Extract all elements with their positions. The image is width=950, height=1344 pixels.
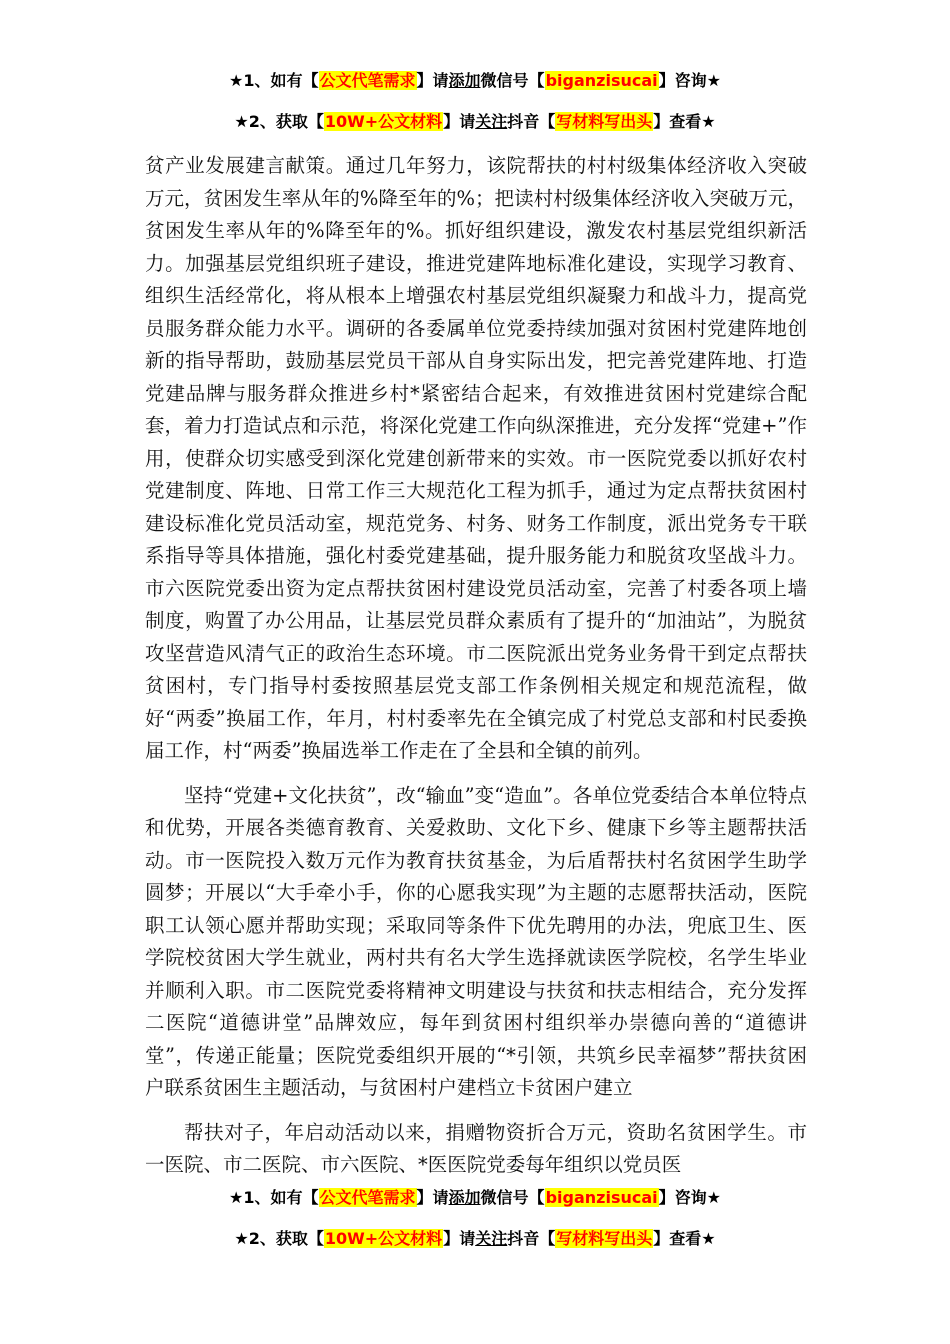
top-banner-line-1 — [0, 70, 950, 92]
banner-underline: 关注 — [475, 1229, 508, 1248]
banner-highlight: 公文代笔需求 — [319, 71, 416, 90]
bottom-banner-line-1 — [0, 1187, 950, 1209]
banner-text: 抖音【 — [507, 112, 556, 131]
bottom-banner-line-2 — [0, 1228, 950, 1250]
banner-text: 微信号【 — [480, 71, 545, 90]
banner-text: 】查看★ — [653, 112, 716, 131]
banner-underline: 添加 — [448, 71, 481, 90]
banner-text: ★2、获取【 — [234, 112, 324, 131]
banner-underline: 关注 — [475, 112, 508, 131]
banner-highlight: 公文代笔需求 — [319, 1188, 416, 1207]
banner-highlight-douyin: 写材料写出头 — [556, 112, 653, 131]
paragraph-1: 贫产业发展建言献策。通过几年努力，该院帮扶的村村级集体经济收入突破万元，贫困发生率从年的%降至年的%；把读村村级集体经济收入突破万元，贫困发生率从年的%降至年的%。抓好组织建设，激发农村基层党组织新活力。加强基层党组织班子建设，推进党建阵地标准化建设，实现学习教育、组织生活经常化，将从根本上增强农村基层党组织凝聚力和战斗力，提高党员服务群众能力水平。调研的各委属单位党委持续加强对贫困村党建阵地创新的指导帮助，鼓励基层党员干部从自身实际出发，把完善党建阵地、打造党建品牌与服务群众推进乡村*紧密结合起来，有效推进贫困村党建综合配套，着力打造试点和示范，将深化党建工作向纵深推进，充分发挥“党建+”作用，使群众切实感受到深化党建创新带来的实效。市一医院党委以抓好农村党建制度、阵地、日常工作三大规范化工程为抓手，通过为定点帮扶贫困村建设标准化党员活动室，规范党务、村务、财务工作制度，派出党务专干联系指导等具体措施，强化村委党建基础，提升服务能力和脱贫攻坚战斗力。市六医院党委出资为定点帮扶贫困村建设党员活动室，完善了村委各项上墙制度，购置了办公用品，让基层党员群众素质有了提升的“加油站”，为脱贫攻坚营造风清气正的政治生态环境。市二医院派出党务业务骨干到定点帮扶贫困村，专门指导村委按照基层党支部工作条例相关规定和规范流程，做好“两委”换届工作，年月，村村委率先在全镇完成了村党总支部和村民委换届工作，村“两委”换届选举工作走在了全县和全镇的前列。 — [145, 154, 807, 762]
banner-text: ★2、获取【 — [234, 1229, 324, 1248]
paragraph-3: 帮扶对子，年启动活动以来，捐赠物资折合万元，资助名贫困学生。市一医院、市二医院、市六医院、*医医院党委每年组织以党员医 — [145, 1120, 807, 1176]
banner-text: 】请 — [443, 112, 476, 131]
paragraph-2: 坚持“党建+文化扶贫”，改“输血”变“造血”。各单位党委结合本单位特点和优势，开展各类德育教育、关爱救助、文化下乡、健康下乡等主题帮扶活动。市一医院投入数万元作为教育扶贫基金，为后盾帮扶村名贫困学生助学圆梦；开展以“大手牵小手，你的心愿我实现”为主题的志愿帮扶活动，医院职工认领心愿并帮助实现；采取同等条件下优先聘用的办法，兜底卫生、医学院校贫困大学生就业，两村共有名大学生选择就读医学院校，名学生毕业并顺利入职。市二医院党委将精神文明建设与扶贫和扶志相结合，充分发挥二医院“道德讲堂”品牌效应，每年到贫困村组织举办崇德向善的“道德讲堂”，传递正能量；医院党委组织开展的“*引领，共筑乡民幸福梦”帮扶贫困户联系贫困生主题活动，与贫困村户建档立卡贫困户建立 — [145, 783, 807, 1099]
banner-text: 】请 — [416, 1188, 449, 1207]
banner-text: 微信号【 — [480, 1188, 545, 1207]
banner-text: 】查看★ — [653, 1229, 716, 1248]
banner-text: 】咨询★ — [658, 71, 721, 90]
top-banner-line-2 — [0, 111, 950, 133]
banner-text: 】请 — [443, 1229, 476, 1248]
banner-highlight-wechat-id: biganzisucai — [545, 1188, 658, 1207]
banner-text: 抖音【 — [507, 1229, 556, 1248]
banner-highlight: 10W+公文材料 — [324, 112, 443, 131]
banner-highlight-douyin: 写材料写出头 — [556, 1229, 653, 1248]
banner-text: ★1、如有【 — [229, 71, 319, 90]
document-body — [145, 150, 807, 1182]
banner-highlight-wechat-id: biganzisucai — [545, 71, 658, 90]
banner-text: 】请 — [416, 71, 449, 90]
banner-highlight: 10W+公文材料 — [324, 1229, 443, 1248]
banner-text: ★1、如有【 — [229, 1188, 319, 1207]
banner-text: 】咨询★ — [658, 1188, 721, 1207]
banner-underline: 添加 — [448, 1188, 481, 1207]
